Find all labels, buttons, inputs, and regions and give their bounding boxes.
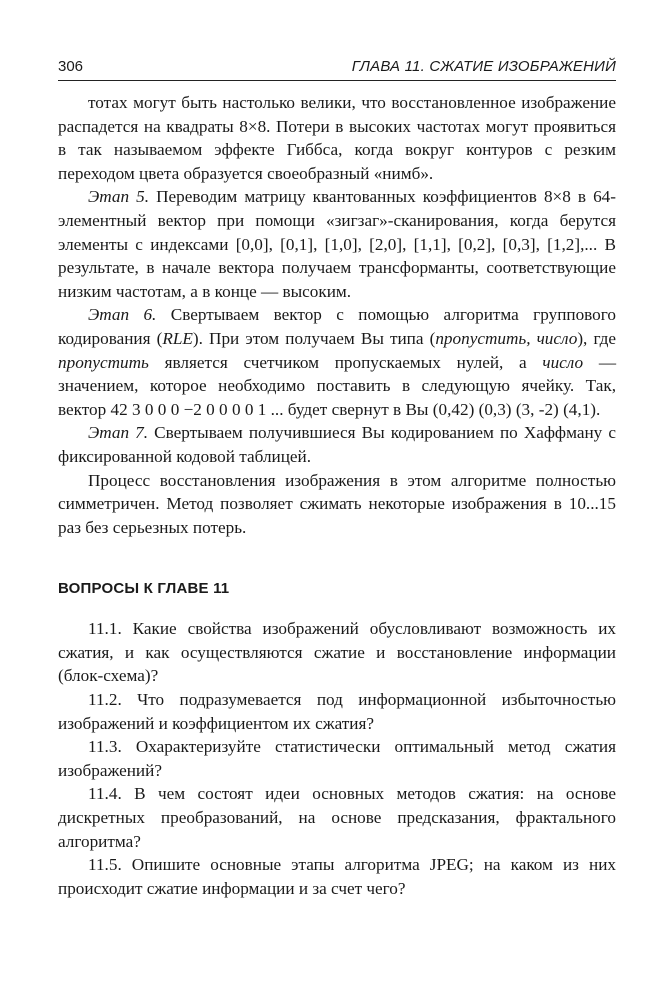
skip-term: пропустить xyxy=(58,352,149,372)
skip-number-term: пропустить, число xyxy=(435,328,578,348)
running-title: ГЛАВА 11. СЖАТИЕ ИЗОБРАЖЕНИЙ xyxy=(351,58,616,75)
questions-list xyxy=(58,617,616,900)
question-item: 11.2. Что подразумевается под информационной избыточностью изображений и коэффициентом их сжатия? xyxy=(58,690,616,733)
stage-7-label: Этап 7. xyxy=(88,423,149,443)
stage-6-text-4: является счетчиком пропускаемых нулей, а xyxy=(148,352,543,372)
section-heading: ВОПРОСЫ К ГЛАВЕ 11 xyxy=(58,580,230,598)
stage-5-text: Переводим матрицу квантованных коэффициентов 8×8 в 64-элементный вектор при помощи «зигзаг»-сканирования, когда берутся элементы с индексами [0,0], [0,1], [1,0], [2,0], [1,1], [0,2], [0,3], [1,2],... В результате, в начале вектора получаем трансформанты, соответствующие низким частотам, а в конце — высоким. xyxy=(58,187,616,301)
page-number: 306 xyxy=(58,58,84,75)
paragraph-stage-5 xyxy=(58,185,616,303)
stage-7-text: Свертываем получившиеся Вы кодированием по Хаффману с фиксированной кодовой таблицей. xyxy=(58,423,616,466)
page-body xyxy=(58,91,616,900)
question-item: 11.3. Охарактеризуйте статистически оптимальный метод сжатия изображений? xyxy=(58,737,616,780)
stage-5-label: Этап 5. xyxy=(88,187,150,207)
stage-6-text-1: Свертываем вектор с помощью алгоритма группового кодирования ( xyxy=(58,305,616,348)
question-item: 11.1. Какие свойства изображений обусловливают возможность их сжатия, и как осуществляются сжатие и восстановление информации (блок-схема)? xyxy=(58,619,616,686)
stage-6-text-3: ), где xyxy=(577,328,617,348)
question-item: 11.5. Опишите основные этапы алгоритма JPEG; на каком из них происходит сжатие информации и за счет чего? xyxy=(58,855,616,898)
stage-6-label: Этап 6. xyxy=(88,305,157,325)
question-item: 11.4. В чем состоят идеи основных методов сжатия: на основе дискретных преобразований, на основе предсказания, фрактального алгоритма? xyxy=(58,784,616,851)
paragraph-stage-6 xyxy=(58,303,616,421)
stage-6-text-2: ). При этом получаем Вы типа ( xyxy=(192,328,436,348)
page-header xyxy=(58,56,616,81)
rle-term: RLE xyxy=(162,328,193,348)
paragraph-stage-7 xyxy=(58,421,616,468)
number-term: число xyxy=(542,352,584,372)
paragraph-restoration: Процесс восстановления изображения в этом алгоритме полностью симметричен. Метод позволяет сжимать некоторые изображения в 10...15 раз без серьезных потерь. xyxy=(58,470,616,537)
paragraph-gibbs: тотах могут быть настолько велики, что восстановленное изображение распадется на квадраты 8×8. Потери в высоких частотах могут проявиться в так называемом эффекте Гиббса, когда вокруг контуров с резким переходом цвета образуется своеобразный «нимб». xyxy=(58,93,616,183)
stage-6-text-5: — значением, которое необходимо поставить в следующую ячейку. Так, вектор 42 3 0 0 0 −2 0 0 0 0 1 ... будет свернут в Вы (0,42) (0,3) (3, -2) (4,1). xyxy=(58,352,617,419)
